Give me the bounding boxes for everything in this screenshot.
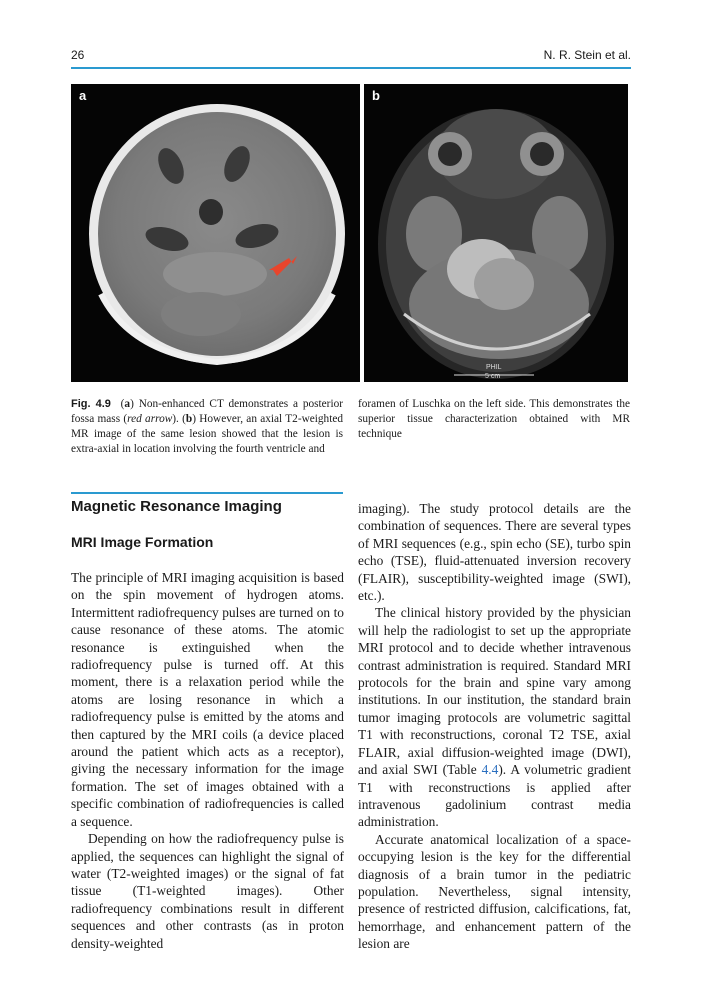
- section-title: Magnetic Resonance Imaging: [71, 498, 282, 515]
- paragraph: [358, 604, 631, 830]
- page-number: 26: [71, 48, 85, 62]
- caption-text: (: [120, 398, 125, 410]
- paragraph-text: The clinical history provided by the physician will help the radiologist to set up the appropriate MRI protocol and to decide whether intravenous contrast administration is required. Standard MRI protocols for the brain and spine vary among institutions. In our institution, the standard brain tumor imaging protocols are volumetric sagittal T1 with reconstructions, coronal T2 TSE, axial FLAIR, axial diffusion-weighted image (DWI), and axial SWI (Table: [358, 605, 631, 778]
- ct-scan-illustration: [71, 84, 360, 382]
- caption-text: ). (: [172, 413, 186, 425]
- paragraph: The principle of MRI imaging acquisition is based on the spin movement of hydrogen atoms. Intermittent radiofrequency pulses are turned on to cause resonance of these atoms. The atomic resonance is extinguished when the radiofrequency pulse is turned off. At this moment, there is a relaxation period while the atoms are losing resonance in which a radiofrequency pulse is emitted by the atoms and then captured by the MRI coils (a device placed around the patient which acts as a receptor), giving the necessary information for the image formation. The set of images obtained with a specific combination of radiofrequencies is called a sequence.: [71, 570, 344, 829]
- section-rule: [71, 492, 343, 494]
- running-head-authors: N. R. Stein et al.: [543, 48, 631, 62]
- body-column-left: [71, 569, 344, 952]
- panel-b-label: b: [372, 88, 380, 103]
- header-rule: [71, 67, 631, 69]
- figure-caption: [71, 397, 343, 457]
- figure-panel-a-ct-image: [71, 84, 360, 382]
- caption-text: ) However, an axial T2-weighted MR image of the same lesion showed that the lesion is extra-axial in location involving the fourth ventricle and: [71, 413, 343, 455]
- figure-panel-b-mri-image: [364, 84, 628, 382]
- figure-caption-label: Fig. 4.9: [71, 398, 111, 410]
- panel-a-label: a: [79, 88, 87, 103]
- body-column-right: [358, 500, 631, 953]
- caption-ref-a: a: [124, 398, 131, 410]
- caption-red-arrow: red arrow: [127, 413, 173, 425]
- paragraph: Accurate anatomical localization of a space-occupying lesion is the key for the differential diagnosis of a brain tumor in the pediatric population. Nevertheless, signal intensity, presence of restricted diffusion, calcifications, fat, hemorrhage, and enhancement pattern of the lesion are: [358, 831, 631, 952]
- paragraph-text: ). A volumetric gradient T1 with reconstructions is applied after intravenous gadolinium contrast media administration.: [358, 762, 631, 830]
- mri-scan-illustration: [364, 84, 628, 382]
- table-reference-link[interactable]: 4.4: [481, 762, 499, 778]
- paragraph: imaging). The study protocol details are the combination of sequences. There are several types of MRI sequences (e.g., spin echo (SE), turbo spin echo (TSE), fluid-attenuated inversion recovery (FLAIR), susceptibility-weighted image (SWI), etc.).: [358, 501, 631, 604]
- running-head: [71, 46, 631, 66]
- caption-ref-b: b: [185, 413, 193, 425]
- caption-text: ) Non-enhanced CT demonstrates a posterior fossa mass (: [71, 398, 343, 425]
- subsection-title: MRI Image Formation: [71, 534, 214, 550]
- figure-caption-continued: foramen of Luschka on the left side. This demonstrates the superior tissue characterization obtained with MR technique: [358, 398, 630, 440]
- scale-label-2: 5 cm: [485, 373, 501, 380]
- scale-label-1: PHIL: [486, 364, 502, 371]
- paragraph: Depending on how the radiofrequency pulse is applied, the sequences can highlight the signal of water (T2-weighted images) or the signal of fat tissue (T1-weighted images). Other radiofrequency combinations result in different sequences and other contrasts (as in proton density-weighted: [71, 831, 344, 951]
